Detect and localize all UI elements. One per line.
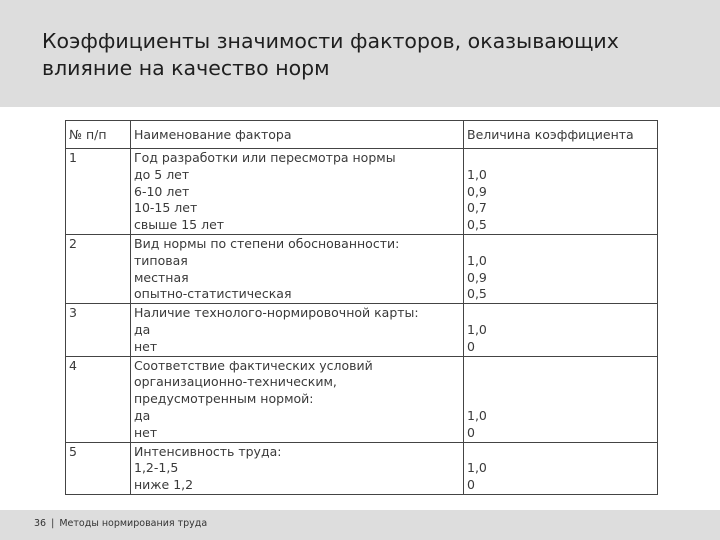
coefficient-value: 1,0 — [467, 321, 487, 337]
factor-option: до 5 лет — [134, 166, 190, 182]
factor-option: 1,2-1,5 — [134, 460, 179, 476]
table-header-row — [66, 121, 658, 149]
factor-option: да — [134, 407, 151, 423]
footer-band — [0, 510, 720, 540]
factor-title: Год разработки или пересмотра нормы — [134, 150, 396, 165]
coefficient-value: 0,5 — [467, 286, 487, 302]
title-band — [0, 0, 720, 107]
coefficient-value — [467, 374, 654, 391]
factor-option: 10-15 лет — [134, 200, 198, 216]
header-coefficient: Величина коэффициента — [464, 121, 658, 149]
coefficient-value — [467, 391, 654, 408]
coefficient-cell — [464, 304, 658, 356]
factor-title: Вид нормы по степени обоснованности: — [134, 235, 400, 251]
factors-table — [65, 120, 658, 495]
factor-option: нет — [134, 338, 158, 354]
row-number: 2 — [66, 234, 131, 303]
coefficient-value: 0,9 — [467, 269, 487, 285]
factor-name-cell — [131, 442, 464, 494]
coefficient-value — [467, 305, 654, 322]
table-row — [66, 304, 658, 356]
coefficient-value — [467, 444, 654, 461]
row-number: 5 — [66, 442, 131, 494]
factor-name-cell — [131, 356, 464, 442]
footer-title: Методы нормирования труда — [59, 518, 208, 529]
footer-separator: | — [51, 518, 55, 529]
coefficient-value: 0,7 — [467, 200, 487, 216]
table-row — [66, 356, 658, 442]
factor-option: 6-10 лет — [134, 183, 190, 199]
coefficient-value: 0 — [467, 424, 475, 440]
row-number: 4 — [66, 356, 131, 442]
factor-title: Наличие технолого-нормировочной карты: — [134, 305, 419, 321]
factor-title: Соответствие фактических условий — [134, 357, 373, 373]
table-body — [66, 149, 658, 495]
factor-option: организационно-техническим, — [134, 374, 337, 390]
factor-name-cell — [131, 304, 464, 356]
coefficient-value — [467, 358, 654, 375]
header-number: № п/п — [66, 121, 131, 149]
coefficient-cell — [464, 356, 658, 442]
coefficient-value: 0,5 — [467, 217, 487, 233]
factor-option: типовая — [134, 252, 188, 268]
factor-option: местная — [134, 269, 189, 285]
factor-option: предусмотренным нормой: — [134, 391, 314, 407]
header-factor-name: Наименование фактора — [131, 121, 464, 149]
coefficient-value: 1,0 — [467, 166, 487, 182]
coefficient-value — [467, 236, 654, 253]
table-row — [66, 149, 658, 235]
coefficient-cell — [464, 149, 658, 235]
factor-name-cell — [131, 149, 464, 235]
factor-option: свыше 15 лет — [134, 217, 225, 233]
coefficient-value — [467, 150, 654, 167]
coefficient-value: 0,9 — [467, 183, 487, 199]
row-number: 3 — [66, 304, 131, 356]
table-row — [66, 234, 658, 303]
footer — [34, 518, 207, 529]
page-number: 36 — [34, 518, 47, 529]
coefficient-cell — [464, 442, 658, 494]
factor-option: ниже 1,2 — [134, 477, 194, 493]
coefficient-value: 0 — [467, 477, 475, 493]
coefficient-value: 0 — [467, 338, 475, 354]
slide-title: Коэффициенты значимости факторов, оказывающих влияние на качество норм — [42, 29, 619, 80]
factor-option: да — [134, 321, 151, 337]
row-number: 1 — [66, 149, 131, 235]
factor-option: нет — [134, 424, 158, 440]
factor-title: Интенсивность труда: — [134, 443, 282, 459]
coefficient-value: 1,0 — [467, 460, 487, 476]
coefficient-value: 1,0 — [467, 407, 487, 423]
factor-name-cell — [131, 234, 464, 303]
coefficient-value: 1,0 — [467, 252, 487, 268]
table-row — [66, 442, 658, 494]
coefficient-cell — [464, 234, 658, 303]
factor-option: опытно-статистическая — [134, 286, 292, 302]
